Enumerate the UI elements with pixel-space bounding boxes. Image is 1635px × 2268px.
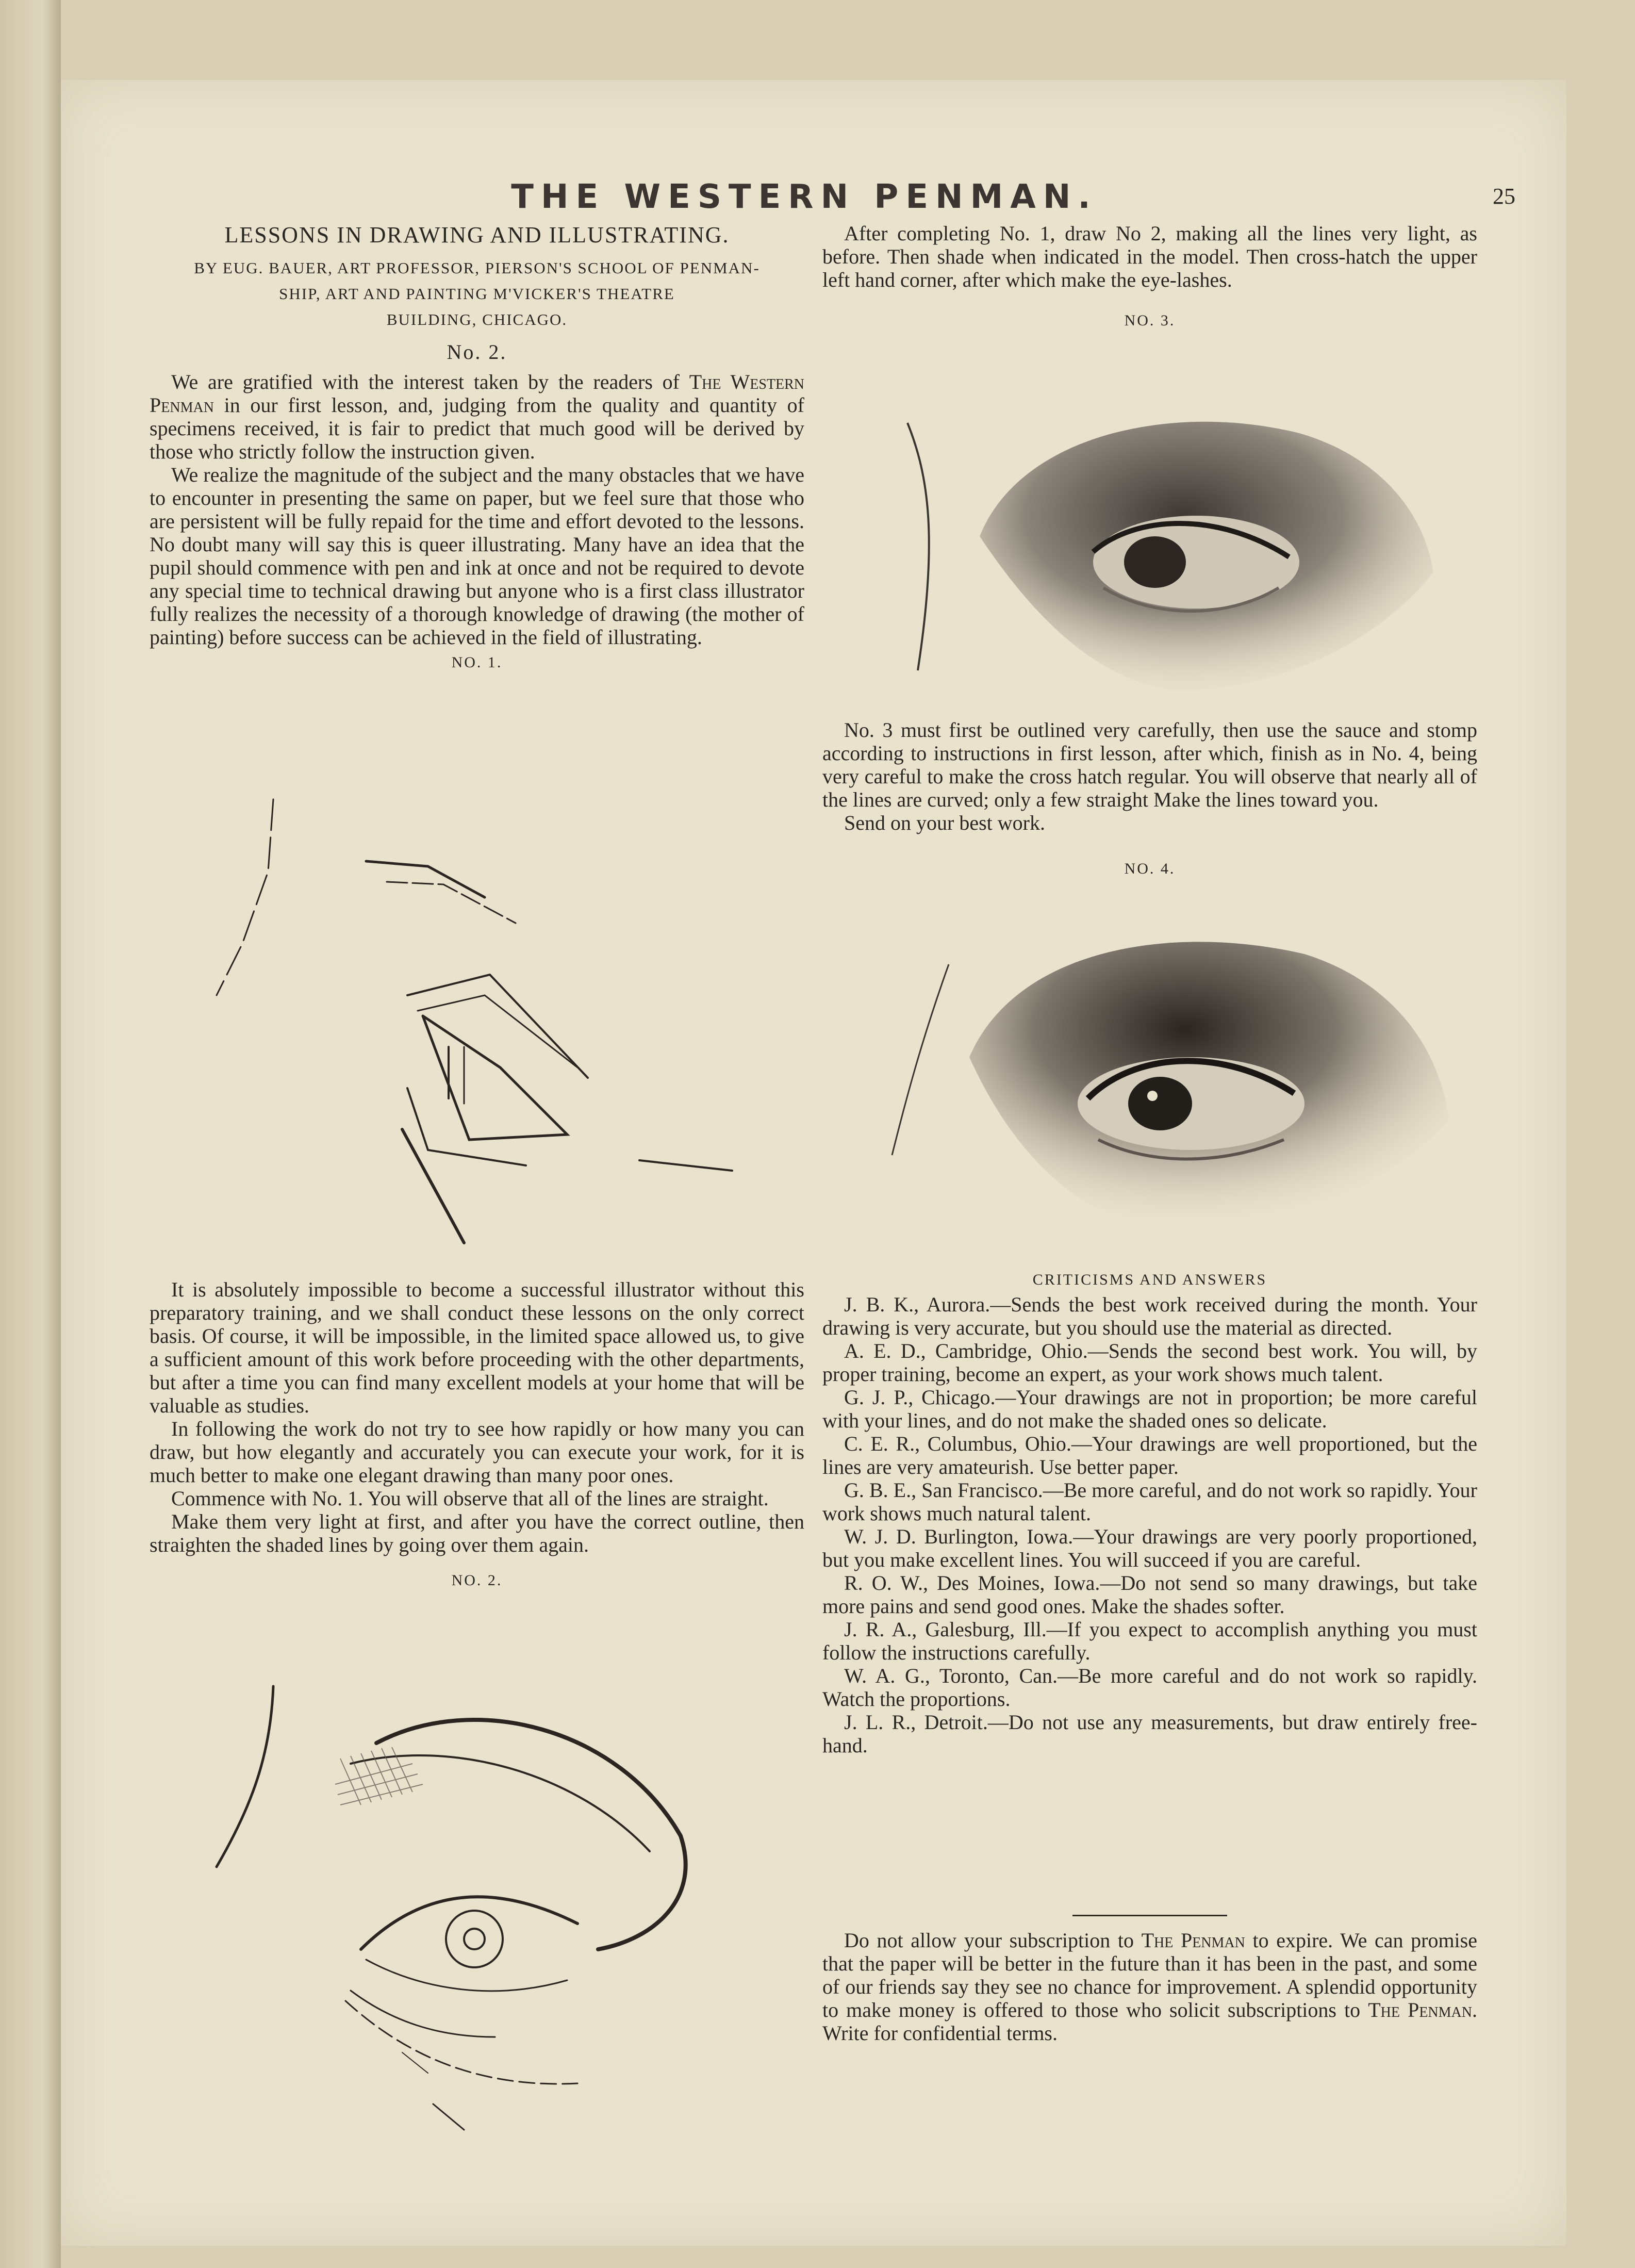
shaded-eye-figure-3 xyxy=(907,402,1475,712)
paragraph: We realize the magnitude of the subject and the many obstacles that we have to encounter in presenting the same on paper, but we feel sure that those who are persistent will be fully repaid for the time and effort devoted to the lessons. No doubt many will say this is queer illustrating. Many have an idea that the pupil should commence with pen and ink at once and not be required to devote any special time to technical drawing but anyone who is a first class illustrator fully realizes the necessity of a thorough knowledge of drawing (the mother of painting) before success can be achieved in the field of illustrating. xyxy=(150,463,804,649)
paragraph: After completing No. 1, draw No 2, making all the lines very light, as before. Then shade when indicated in the model. Then cross-hatch the upper left hand corner, after which make the eye-lashes. xyxy=(822,222,1477,291)
paragraph: Commence with No. 1. You will observe that all of the lines are straight. xyxy=(171,1487,769,1510)
criticisms-section xyxy=(822,1271,1477,1757)
text: We are gratified with the interest taken by the readers of xyxy=(171,370,689,393)
text: Do not allow your subscription to xyxy=(844,1929,1142,1952)
paragraph: Make them very light at first, and after you have the correct outline, then straighten the shaded lines by going over them again. xyxy=(150,1510,804,1556)
paragraph: It is absolutely impossible to become a successful illustrator without this preparatory training, and we shall conduct these lessons on the only correct basis. Of course, it will be impossible, in the limited space allowed us, to give a sufficient amount of this work before proceeding with the other departments, but after a time you can find many excellent models at your home that will be valuable as studies. xyxy=(150,1278,804,1417)
paragraph: In following the work do not try to see how rapidly or how many you can draw, but how elegantly and accurately you can execute your work, for it is much better to make one elegant drawing than many poor ones. xyxy=(150,1417,804,1487)
eye-outline-figure-1 xyxy=(196,779,763,1274)
paragraph: Send on your best work. xyxy=(844,811,1045,834)
paragraph xyxy=(150,370,804,463)
criticism-item: J. R. A., Galesburg, Ill.—If you expect to accomplish anything you must follow the instructions carefully. xyxy=(822,1618,1477,1664)
byline-line: SHIP, ART AND PAINTING M'VICKER'S THEATRE xyxy=(279,285,675,303)
paragraph xyxy=(822,1929,1477,2045)
figure-caption: NO. 2. xyxy=(451,1572,503,1589)
criticism-item: W. J. D. Burlington, Iowa.—Your drawings are very poorly proportioned, but you make excellent lines. You will succeed if you are careful. xyxy=(822,1525,1477,1571)
figure-caption: NO. 3. xyxy=(1124,312,1176,329)
criticism-item: G. J. P., Chicago.—Your drawings are not in proportion; be more careful with your lines, and do not make the shaded ones so delicate. xyxy=(822,1386,1477,1432)
criticism-item: J. B. K., Aurora.—Sends the best work received during the month. Your drawing is very accurate, but you should use the material as directed. xyxy=(822,1293,1477,1339)
left-column-top xyxy=(150,222,804,671)
text: to expire. We can promise that the paper will be better in the future than it has been in the past, and some of our friends say they see no chance for improvement. A splendid opportunity to make money is offered to those who solicit subscriptions to xyxy=(822,1929,1477,2022)
byline-line: BY EUG. BAUER, ART PROFESSOR, PIERSON'S SCHOOL OF PENMAN- xyxy=(194,259,760,277)
criticism-item: C. E. R., Columbus, Ohio.—Your drawings are well proportioned, but the lines are very amateurish. Use better paper. xyxy=(822,1432,1477,1478)
publication-name: The Penman xyxy=(1141,1929,1245,1952)
publication-name: The Penman xyxy=(1368,1998,1472,2022)
criticisms-heading: CRITICISMS AND ANSWERS xyxy=(1032,1271,1267,1288)
eye-outline-figure-2 xyxy=(206,1681,773,2135)
right-column-top xyxy=(822,222,1477,330)
book-spine xyxy=(0,0,61,2268)
left-column-bottom xyxy=(150,1278,804,1589)
figure-caption: NO. 1. xyxy=(451,654,503,671)
criticism-item: W. A. G., Toronto, Can.—Be more careful and do not work so rapidly. Watch the proportions. xyxy=(822,1664,1477,1711)
byline-line: BUILDING, CHICAGO. xyxy=(386,310,568,328)
paragraph: No. 3 must first be outlined very carefully, then use the sauce and stomp according to instructions in first lesson, after which, finish as in No. 4, being very careful to make the cross hatch regular. You will observe that nearly all of the lines are curved; only a few straight Make the lines toward you. xyxy=(822,718,1477,811)
lesson-number: No. 2. xyxy=(447,340,507,364)
closing-notice xyxy=(822,1929,1477,2045)
masthead: THE WESTERN PENMAN. xyxy=(511,178,1098,216)
text: . Write for confidential terms. xyxy=(822,1998,1477,2045)
criticism-item: J. L. R., Detroit.—Do not use any measurements, but draw entirely free-hand. xyxy=(822,1711,1477,1757)
right-column-middle xyxy=(822,718,1477,878)
text: in our first lesson, and, judging from the quality and quantity of specimens received, it is fair to predict that much good will be derived by those who strictly follow the instruction given. xyxy=(150,393,804,463)
article-title: LESSONS IN DRAWING AND ILLUSTRATING. xyxy=(224,222,730,248)
criticism-item: R. O. W., Des Moines, Iowa.—Do not send so many drawings, but take more pains and send good ones. Make the shades softer. xyxy=(822,1571,1477,1618)
page-number: 25 xyxy=(1493,184,1515,209)
divider-rule xyxy=(1072,1915,1227,1916)
criticism-item: A. E. D., Cambridge, Ohio.—Sends the second best work. You will, by proper training, become an expert, as your work shows much talent. xyxy=(822,1339,1477,1386)
shaded-eye-figure-4 xyxy=(892,923,1469,1243)
publication-name: The Western Penman xyxy=(150,370,804,417)
byline xyxy=(150,255,804,333)
criticism-item: G. B. E., San Francisco.—Be more careful, and do not work so rapidly. Your work shows much natural talent. xyxy=(822,1478,1477,1525)
figure-caption: NO. 4. xyxy=(1124,860,1176,877)
